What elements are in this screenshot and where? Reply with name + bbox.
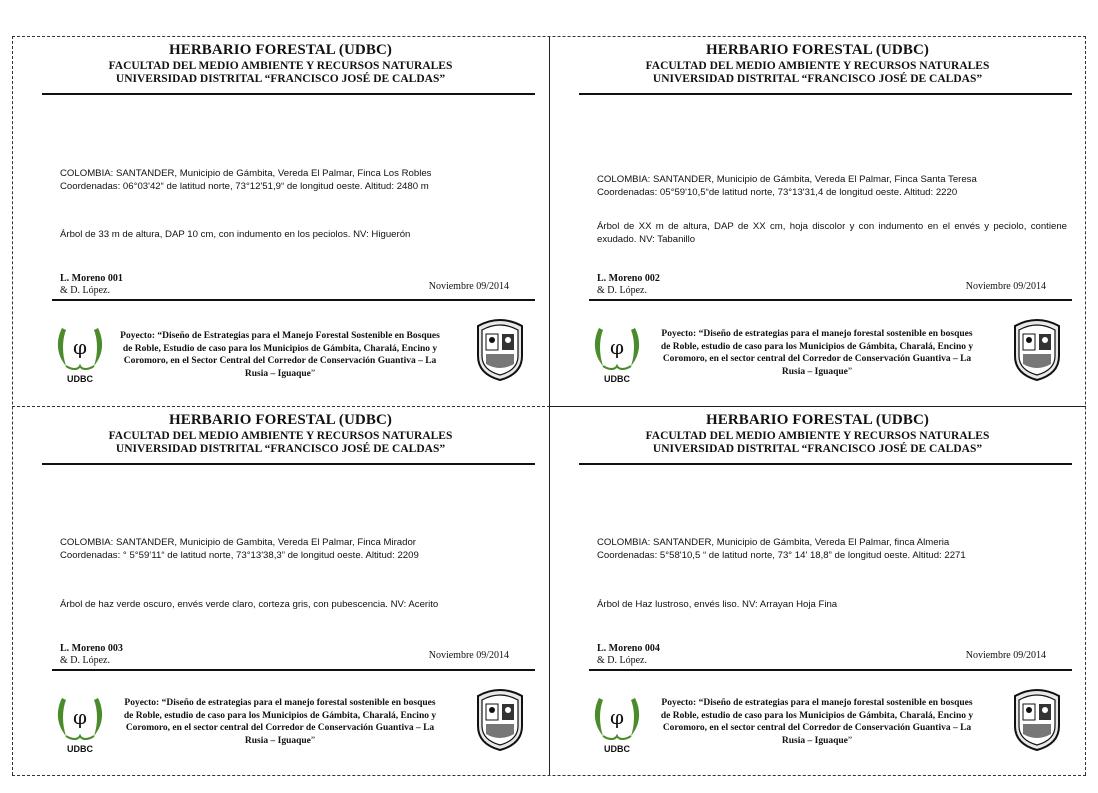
university-crest-logo xyxy=(472,686,528,752)
collector-number: L. Moreno 003 xyxy=(60,643,123,654)
description: Árbol de 33 m de altura, DAP 10 cm, con indumento en los peciolos. NV: Higuerón xyxy=(60,229,411,240)
collector xyxy=(60,273,123,297)
specimen-label-4 xyxy=(549,406,1086,776)
locality-text: COLOMBIA: SANTANDER, Municipio de Gambita, Vereda El Palmar, Finca Mirador xyxy=(60,537,416,548)
description: Árbol de haz verde oscuro, envés verde claro, corteza gris, con pubescencia. NV: Acerito xyxy=(60,599,439,610)
header-university: UNIVERSIDAD DISTRITAL “FRANCISCO JOSÉ DE CALDAS” xyxy=(652,443,983,455)
collector xyxy=(60,643,123,667)
project-close-quote: ” xyxy=(310,368,316,379)
locality-text: COLOMBIA: SANTANDER, Municipio de Gámbita, Vereda El Palmar, finca Almeria xyxy=(597,537,950,548)
locality xyxy=(60,167,530,193)
footer-rule xyxy=(52,669,535,671)
collector-coauthor: & D. López. xyxy=(597,655,647,666)
specimen-label-1 xyxy=(12,36,549,406)
locality xyxy=(60,536,530,562)
header-university: UNIVERSIDAD DISTRITAL “FRANCISCO JOSÉ DE CALDAS” xyxy=(115,73,446,85)
project-text xyxy=(657,328,977,378)
header-rule xyxy=(579,93,1072,95)
collector xyxy=(597,643,660,667)
locality-text: COLOMBIA: SANTANDER, Municipio de Gámbita, Vereda El Palmar, Finca Santa Teresa xyxy=(597,174,977,185)
project-body: Poyecto: “Diseño de estrategias para el manejo forestal sostenible en bosques de Roble, estudio de caso para los Municipios de Gámbita, Charalá, Encino y Coromoro, en el sector central del Corredor de Conservación Guantiva – La Rusia – Iguaque xyxy=(660,329,974,377)
header-faculty: FACULTAD DEL MEDIO AMBIENTE Y RECURSOS NATURALES xyxy=(645,430,990,442)
collector-number: L. Moreno 002 xyxy=(597,273,660,284)
university-crest-logo xyxy=(1009,686,1065,752)
description: Árbol de Haz lustroso, envés liso. NV: Arrayan Hoja Fina xyxy=(597,599,838,610)
collection-date: Noviembre 09/2014 xyxy=(428,281,509,292)
header-university: UNIVERSIDAD DISTRITAL “FRANCISCO JOSÉ DE CALDAS” xyxy=(115,443,446,455)
header-title: HERBARIO FORESTAL (UDBC) xyxy=(706,412,929,428)
udbc-logo-text: UDBC xyxy=(604,744,630,754)
project-close-quote: ” xyxy=(847,366,853,377)
collection-date: Noviembre 09/2014 xyxy=(965,281,1046,292)
collector-coauthor: & D. López. xyxy=(597,285,647,296)
collector-coauthor: & D. López. xyxy=(60,285,110,296)
project-body: Poyecto: “Diseño de estrategias para el manejo forestal sostenible en bosques de Roble, estudio de caso para los Municipios de Gámbita, Charalá, Encino y Coromoro, en el sector central del Corredor de Conservación Guantiva – La Rusia – Iguaque xyxy=(123,698,437,746)
collector-number: L. Moreno 001 xyxy=(60,273,123,284)
footer-rule xyxy=(589,299,1072,301)
collector-number: L. Moreno 004 xyxy=(597,643,660,654)
udbc-logo-text: UDBC xyxy=(67,374,93,384)
university-crest-logo xyxy=(472,316,528,382)
header-university: UNIVERSIDAD DISTRITAL “FRANCISCO JOSÉ DE CALDAS” xyxy=(652,73,983,85)
udbc-logo xyxy=(589,320,645,388)
footer-rule xyxy=(52,299,535,301)
header-title: HERBARIO FORESTAL (UDBC) xyxy=(169,42,392,58)
crest-icon xyxy=(478,320,522,380)
project-text xyxy=(120,697,440,747)
collection-date: Noviembre 09/2014 xyxy=(428,650,509,661)
collector-coauthor: & D. López. xyxy=(60,655,110,666)
header-rule xyxy=(42,463,535,465)
coordinates-text: Coordenadas: 05°59'10,5“de latitud norte, 73°13'31,4 de longitud oeste. Altitud: 2220 xyxy=(597,187,958,198)
project-close-quote: ” xyxy=(310,735,316,746)
phi-icon: φ xyxy=(72,335,88,359)
udbc-logo xyxy=(52,690,108,758)
phi-icon: φ xyxy=(72,705,88,729)
header-faculty: FACULTAD DEL MEDIO AMBIENTE Y RECURSOS NATURALES xyxy=(108,430,453,442)
project-close-quote: ” xyxy=(847,735,853,746)
footer-rule xyxy=(589,669,1072,671)
description: Árbol de XX m de altura, DAP de XX cm, hoja discolor y con indumento en el envés y peciolo, contiene exudado. NV: Tabanillo xyxy=(597,221,1067,245)
header-faculty: FACULTAD DEL MEDIO AMBIENTE Y RECURSOS NATURALES xyxy=(645,60,990,72)
udbc-logo xyxy=(52,320,108,388)
coordinates-text: Coordenadas: ° 5°59‘11“ de latitud norte, 73°13'38,3” de longitud oeste. Altitud: 2209 xyxy=(60,550,419,561)
project-text xyxy=(120,330,440,380)
crest-icon xyxy=(1015,320,1059,380)
locality xyxy=(597,536,1067,562)
university-crest-logo xyxy=(1009,316,1065,382)
specimen-label-3 xyxy=(12,406,549,776)
header-title: HERBARIO FORESTAL (UDBC) xyxy=(169,412,392,428)
udbc-logo-text: UDBC xyxy=(67,744,93,754)
crest-icon xyxy=(478,690,522,750)
coordinates-text: Coordenadas: 5°58'10,5 “ de latitud norte, 73° 14' 18,8” de longitud oeste. Altitud: 2271 xyxy=(597,550,966,561)
collector xyxy=(597,273,660,297)
project-text xyxy=(657,697,977,747)
header-faculty: FACULTAD DEL MEDIO AMBIENTE Y RECURSOS NATURALES xyxy=(108,60,453,72)
project-body: Poyecto: “Diseño de estrategias para el manejo forestal sostenible en bosques de Roble, estudio de caso para los Municipios de Gámbita, Charalá, Encino y Coromoro, en el sector central del Corredor de Conservación Guantiva – La Rusia – Iguaque xyxy=(660,698,974,746)
specimen-label-2 xyxy=(549,36,1086,406)
phi-icon: φ xyxy=(609,335,625,359)
locality xyxy=(597,173,1067,199)
locality-text: COLOMBIA: SANTANDER, Municipio de Gámbita, Vereda El Palmar, Finca Los Robles xyxy=(60,168,432,179)
project-body: Poyecto: “Diseño de Estrategias para el Manejo Forestal Sostenible en Bosques de Roble, Estudio de caso para los Municipios de Gámbita, Charalá, Encino y Coromoro, en el Sector Central del Corredor de Conservación Guantiva – La Rusia – Iguaque xyxy=(120,331,440,379)
header-rule xyxy=(42,93,535,95)
udbc-logo-text: UDBC xyxy=(604,374,630,384)
udbc-logo xyxy=(589,690,645,758)
coordinates-text: Coordenadas: 06°03'42“ de latitud norte, 73°12'51,9“ de longitud oeste. Altitud: 2480 m xyxy=(60,181,429,192)
collection-date: Noviembre 09/2014 xyxy=(965,650,1046,661)
header-title: HERBARIO FORESTAL (UDBC) xyxy=(706,42,929,58)
header-rule xyxy=(579,463,1072,465)
crest-icon xyxy=(1015,690,1059,750)
phi-icon: φ xyxy=(609,705,625,729)
